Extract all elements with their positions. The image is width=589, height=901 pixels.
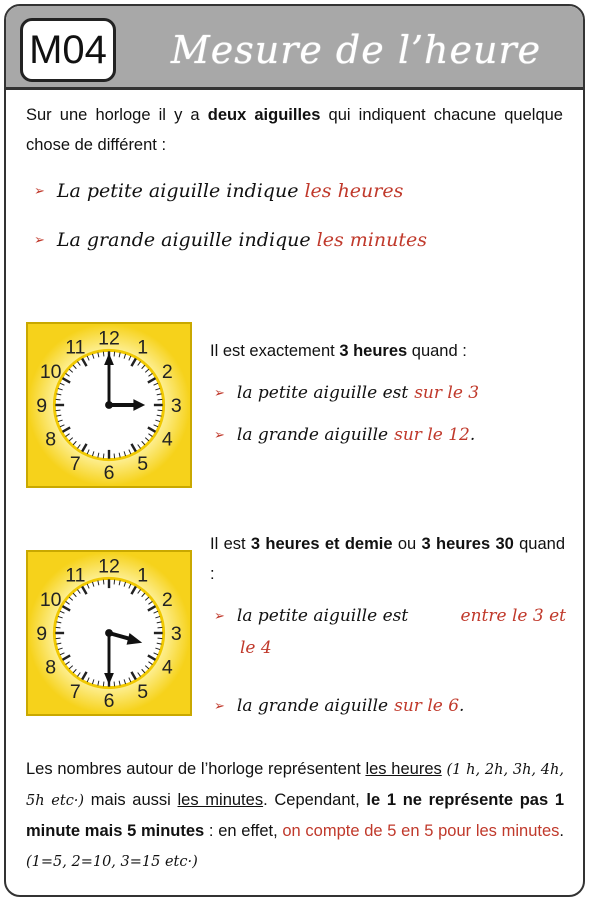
clock-number: 7 [69,681,81,704]
lesson-code: M04 [20,18,116,82]
clock-tick [114,454,115,459]
clock-tick [103,454,104,459]
clock-tick [103,682,104,687]
clock-number: 1 [137,336,149,359]
arrow-bullet-icon: ➢ [214,385,225,400]
clock-number: 6 [103,462,115,485]
arrow-bullet-icon: ➢ [34,183,45,198]
clock-number: 2 [161,361,173,384]
clock-number: 3 [170,622,182,645]
clock-number: 4 [161,428,173,451]
clock-number: 8 [45,656,57,679]
clock-tick [103,580,104,585]
rule-hour-hand: ➢ La petite aiguille indique les heures [34,180,404,202]
example2-title: Il est 3 heures et demie ou 3 heures 30 quand : [210,535,565,583]
arrow-bullet-icon: ➢ [214,427,225,442]
example1-bullet-minute: ➢ la grande aiguille sur le 12 . [214,425,476,445]
clock-tick [56,399,61,400]
clock-center [105,401,113,409]
clock-number: 11 [65,336,86,359]
arrow-bullet-icon: ➢ [214,698,225,713]
clock-tick [56,638,61,639]
clock-half-past-three [26,550,192,716]
example2-bullet-minute: ➢ la grande aiguille sur le 6 . [214,696,465,716]
clock-number: 12 [98,555,120,578]
clock-number: 10 [39,589,62,612]
clock-tick [56,627,61,628]
clock-tick [114,580,115,585]
clock-number: 1 [137,564,149,587]
clock-face-3h [28,324,190,486]
clock-tick [114,352,115,357]
clock-number: 3 [170,394,182,417]
clock-number: 5 [137,681,149,704]
header-bar [6,6,583,90]
footer-paragraph: Les nombres autour de l’horloge représentent les heures (1 h, 2h, 3h, 4h, 5h etc·) mais aussi les minutes. Cependant, le 1 ne représente pas 1 minute mais 5 minutes : en effet, on compte de 5 en 5 pour les minutes. (1=5, 2=10, 3=15 etc·) [26,760,565,870]
clock-tick [158,627,163,628]
clock-number: 10 [39,361,62,384]
example2-bullet-hour: ➢ la petite aiguille est entre le 3 et le 4 [214,606,566,658]
intro-paragraph: Sur une horloge il y a deux aiguilles qui indiquent chacune quelque chose de différent : [26,106,563,154]
clock-number: 9 [36,394,48,417]
clock-tick [158,410,163,411]
clock-center [105,629,113,637]
example1-bullet-hour: ➢ la petite aiguille est sur le 3 [214,383,480,403]
clock-number: 12 [98,327,120,350]
clock-number: 4 [161,656,173,679]
clock-number: 2 [161,589,173,612]
example1-title: Il est exactement 3 heures quand : [210,342,467,360]
arrow-bullet-icon: ➢ [34,232,45,247]
clock-tick [158,399,163,400]
clock-tick [114,682,115,687]
clock-number: 11 [65,564,86,587]
clock-number: 9 [36,622,48,645]
clock-face-3h30 [28,552,190,714]
clock-number: 5 [137,453,149,476]
clock-number: 7 [69,453,81,476]
clock-number: 6 [103,690,115,713]
clock-tick [103,352,104,357]
lesson-title: Mesure de l’heure [170,28,542,72]
arrow-bullet-icon: ➢ [214,608,225,623]
clock-tick [56,410,61,411]
clock-number: 8 [45,428,57,451]
clock-tick [158,638,163,639]
clock-three-oclock [26,322,192,488]
rule-minute-hand: ➢ La grande aiguille indique les minutes [34,229,427,251]
